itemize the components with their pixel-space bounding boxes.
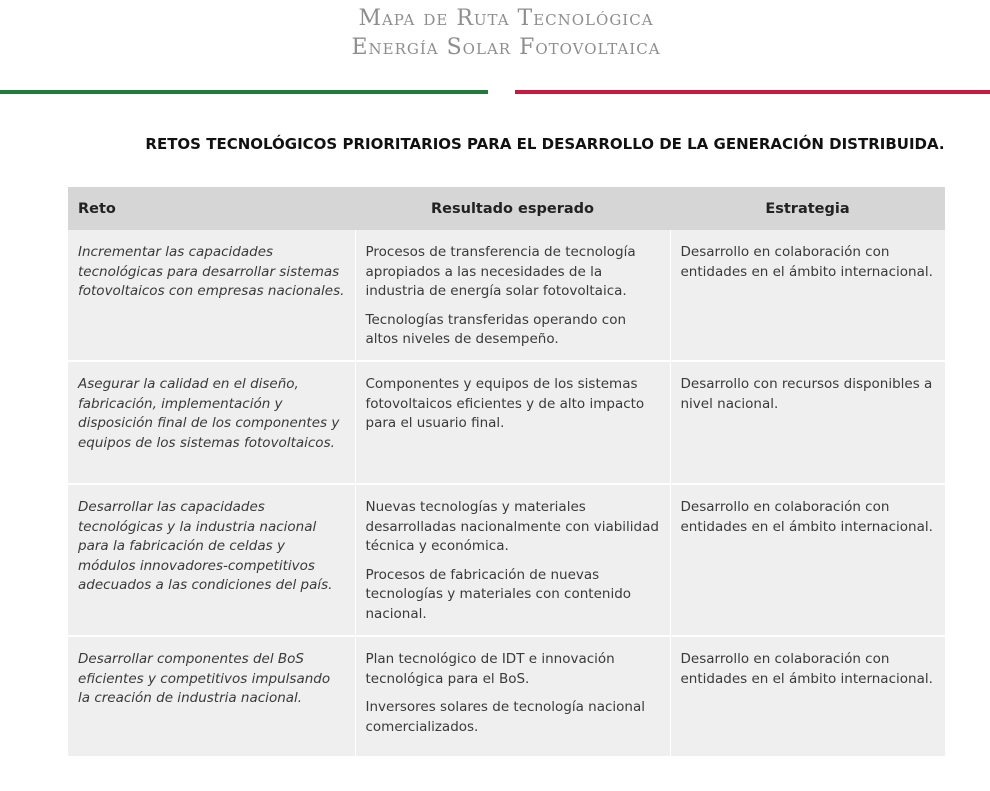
table-row — [68, 636, 945, 757]
document-header-title — [0, 4, 990, 62]
column-header-estrategia: Estrategia — [670, 187, 945, 230]
table-row — [68, 361, 945, 484]
resultado-cell — [355, 484, 670, 636]
header-title-line-1: Mapa de Ruta Tecnológica — [358, 6, 654, 31]
table-header-row — [68, 187, 945, 230]
resultado-item: Nuevas tecnologías y materiales desarrolladas nacionalmente con viabilidad técnica y económica. — [365, 499, 659, 554]
resultado-cell — [355, 361, 670, 484]
reto-cell: Desarrollar componentes del BoS eficientes y competitivos impulsando la creación de industria nacional. — [68, 636, 355, 757]
estrategia-cell: Desarrollo en colaboración con entidades en el ámbito internacional. — [670, 230, 945, 361]
resultado-item: Procesos de fabricación de nuevas tecnologías y materiales con contenido nacional. — [365, 566, 632, 622]
estrategia-cell: Desarrollo en colaboración con entidades en el ámbito internacional. — [670, 484, 945, 636]
green-divider-bar — [0, 90, 488, 94]
resultado-item: Plan tecnológico de IDT e innovación tecnológica para el BoS. — [365, 651, 615, 687]
resultado-item: Procesos de transferencia de tecnología apropiados a las necesidades de la industria de energía solar fotovoltaica. — [365, 244, 636, 299]
resultado-item: Inversores solares de tecnología nacional comercializados. — [365, 699, 645, 735]
resultado-item: Tecnologías transferidas operando con altos niveles de desempeño. — [365, 311, 627, 347]
reto-cell: Desarrollar las capacidades tecnológicas y la industria nacional para la fabricación de celdas y módulos innovadores-competitivos adecuados a las condiciones del país. — [68, 484, 355, 636]
resultado-item: Componentes y equipos de los sistemas fotovoltaicos eficientes y de alto impacto para el usuario final. — [365, 376, 645, 431]
header-title-line-2: Energía Solar Fotovoltaica — [351, 35, 661, 60]
estrategia-cell: Desarrollo con recursos disponibles a nivel nacional. — [670, 361, 945, 484]
resultado-cell — [355, 636, 670, 757]
section-title: RETOS TECNOLÓGICOS PRIORITARIOS PARA EL DESARROLLO DE LA GENERACIÓN DISTRIBUIDA. — [145, 135, 945, 153]
resultado-cell — [355, 230, 670, 361]
reto-cell: Asegurar la calidad en el diseño, fabricación, implementación y disposición final de los componentes y equipos de los sistemas fotovoltaicos. — [68, 361, 355, 484]
table-row — [68, 484, 945, 636]
column-header-resultado: Resultado esperado — [355, 187, 670, 230]
red-divider-bar — [515, 90, 990, 94]
table-row — [68, 230, 945, 361]
column-header-reto: Reto — [68, 187, 355, 230]
retos-table — [68, 187, 945, 758]
estrategia-cell: Desarrollo en colaboración con entidades en el ámbito internacional. — [670, 636, 945, 757]
reto-cell: Incrementar las capacidades tecnológicas para desarrollar sistemas fotovoltaicos con empresas nacionales. — [68, 230, 355, 361]
